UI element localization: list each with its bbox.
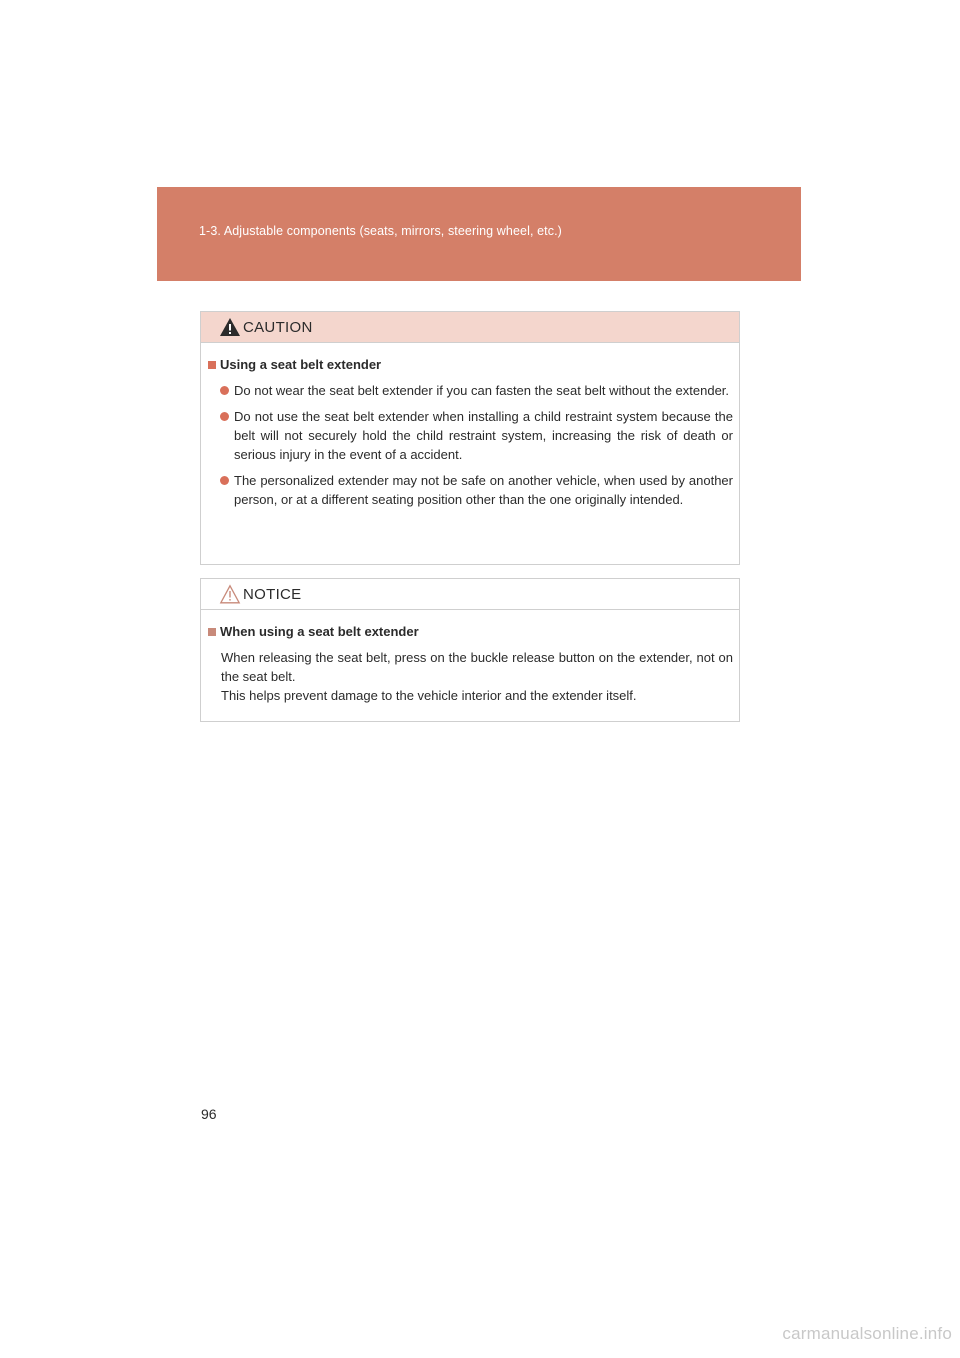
watermark: carmanualsonline.info bbox=[782, 1324, 952, 1343]
notice-body bbox=[201, 610, 739, 705]
caution-item-text: The personalized extender may not be safe on another vehicle, when used by another person, or at a different seating position other than the one originally intended. bbox=[234, 473, 733, 507]
square-bullet-icon bbox=[208, 628, 216, 636]
caution-label: CAUTION bbox=[243, 319, 313, 336]
caution-item bbox=[208, 381, 733, 400]
notice-header bbox=[201, 579, 739, 610]
warning-triangle-outline-icon bbox=[219, 584, 241, 604]
caution-box bbox=[200, 311, 740, 565]
round-bullet-icon bbox=[220, 386, 229, 395]
section-header-band bbox=[157, 187, 801, 281]
caution-header bbox=[201, 312, 739, 343]
notice-box bbox=[200, 578, 740, 722]
caution-item-text: Do not use the seat belt extender when installing a child restraint system because the belt will not securely hold the child restraint system, increasing the risk of death or serious injury in the event of a accident. bbox=[234, 409, 733, 462]
square-bullet-icon bbox=[208, 361, 216, 369]
caution-subhead bbox=[208, 355, 733, 374]
caution-item-text: Do not wear the seat belt extender if you can fasten the seat belt without the extender. bbox=[234, 383, 730, 398]
caution-item bbox=[208, 471, 733, 509]
caution-item bbox=[208, 407, 733, 464]
notice-line: When releasing the seat belt, press on the buckle release button on the extender, not on the seat belt. bbox=[221, 650, 733, 684]
notice-label: NOTICE bbox=[243, 586, 302, 603]
round-bullet-icon bbox=[220, 412, 229, 421]
caution-body bbox=[201, 343, 739, 509]
caution-subhead-text: Using a seat belt extender bbox=[220, 357, 382, 372]
section-title: 1-3. Adjustable components (seats, mirrors, steering wheel, etc.) bbox=[199, 224, 562, 238]
notice-subhead bbox=[208, 622, 733, 641]
notice-subhead-text: When using a seat belt extender bbox=[220, 624, 419, 639]
page-number: 96 bbox=[201, 1106, 217, 1122]
notice-paragraph bbox=[208, 648, 733, 705]
notice-line: This helps prevent damage to the vehicle interior and the extender itself. bbox=[221, 688, 637, 703]
round-bullet-icon bbox=[220, 476, 229, 485]
warning-triangle-icon bbox=[219, 317, 241, 337]
